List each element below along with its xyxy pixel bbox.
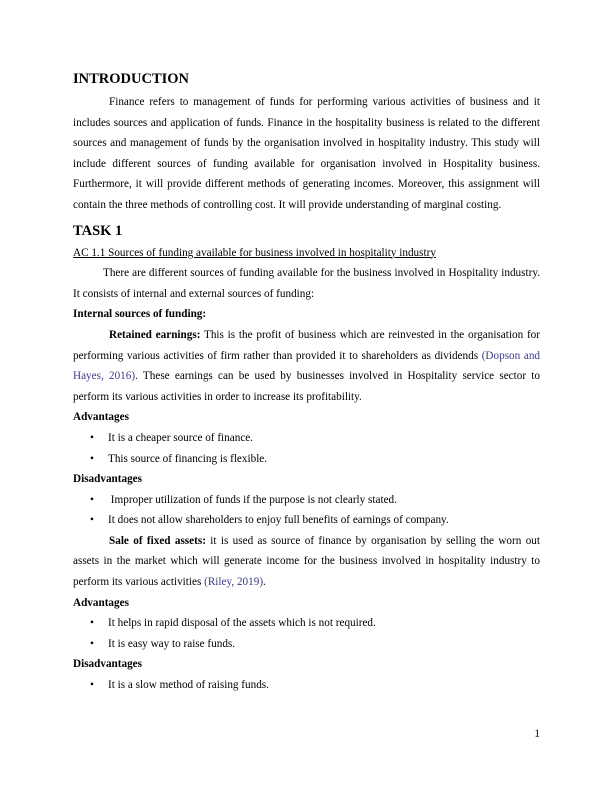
fixed-assets-paragraph: [73, 531, 540, 593]
retained-advantages-heading: Advantages: [73, 411, 129, 424]
retained-disadvantages-list: [73, 490, 540, 531]
fixed-assets-citation: (Riley, 2019): [204, 576, 264, 589]
retained-earnings-paragraph: [73, 325, 540, 407]
introduction-paragraph: Finance refers to management of funds for performing various activities of business and it includes sources and application of funds. Finance in the hospitality business is related to the different sources and management of funds by the organisation involved in hospitality industry. This study will include different sources of funding available for organisation involved in Hospitality business. Furthermore, it will provide different methods of generating incomes. Moreover, this assignment will contain the three methods of controlling cost. It will provide understanding of marginal costing.: [73, 96, 540, 211]
retained-advantages-list: [73, 428, 540, 469]
list-item: • Improper utilization of funds if the purpose is not clearly stated.: [73, 490, 540, 511]
bullet-icon: •: [90, 431, 94, 444]
ac-title: AC 1.1 Sources of funding available for business involved in hospitality industry: [73, 246, 436, 259]
fixed-assets-text: it is used as source of finance by organisation by selling the worn out assets in the market which will generate income for the business involved in hospitality industry to perform its various activities: [73, 534, 540, 589]
internal-sources-heading: Internal sources of funding:: [73, 308, 207, 321]
list-item: • It is a cheaper source of finance.: [73, 428, 540, 449]
bullet-icon: •: [90, 493, 94, 506]
list-item: • It helps in rapid disposal of the assets which is not required.: [73, 613, 540, 634]
bullet-icon: •: [90, 637, 94, 650]
retained-earnings-text: This is the profit of business which are reinvested in the organisation for performing various activities of firm rather than provided it to shareholders as dividends: [73, 328, 540, 362]
fixed-disadvantages-heading: Disadvantages: [73, 658, 142, 671]
fixed-advantages-list: [73, 613, 540, 654]
fixed-assets-text-end: .: [263, 576, 266, 589]
retained-earnings-label: Retained earnings:: [109, 328, 201, 341]
introduction-heading: INTRODUCTION: [73, 71, 190, 87]
bullet-icon: •: [90, 679, 94, 692]
list-item: • It is a slow method of raising funds.: [73, 675, 540, 696]
fixed-advantages-heading: Advantages: [73, 596, 129, 609]
list-item: • This source of financing is flexible.: [73, 449, 540, 470]
task-intro-paragraph: There are different sources of funding available for the business involved in Hospitality industry. It consists of internal and external sources of funding:: [73, 267, 540, 300]
fixed-assets-label: Sale of fixed assets:: [109, 534, 206, 547]
bullet-icon: •: [90, 514, 94, 527]
bullet-icon: •: [90, 452, 94, 465]
page-number: 1: [534, 728, 540, 740]
retained-earnings-text-end: . These earnings can be used by businesses involved in Hospitality service sector to perform its various activities in order to increase its profitability.: [73, 370, 540, 403]
retained-earnings-citation: (Dopson and Hayes, 2016): [73, 349, 541, 383]
fixed-disadvantages-list: [73, 675, 540, 696]
retained-disadvantages-heading: Disadvantages: [73, 473, 142, 486]
list-item: • It is easy way to raise funds.: [73, 634, 540, 655]
document-page: [73, 70, 540, 696]
list-item: • It does not allow shareholders to enjoy full benefits of earnings of company.: [73, 510, 540, 531]
bullet-icon: •: [90, 617, 94, 630]
task-heading: TASK 1: [73, 222, 123, 239]
